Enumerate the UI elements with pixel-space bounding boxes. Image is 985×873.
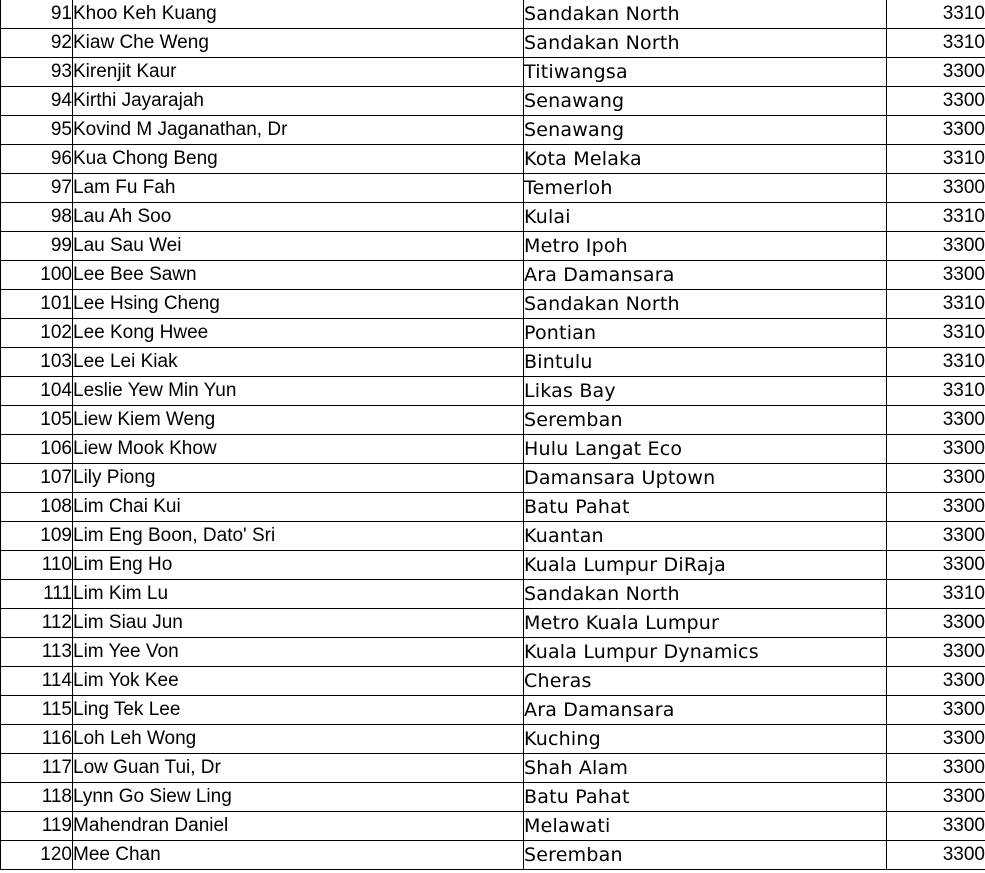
table-row[interactable] — [1, 754, 985, 783]
club-name-cell[interactable]: Sandakan North — [524, 290, 887, 319]
member-name-cell[interactable]: Lee Bee Sawn — [73, 261, 524, 290]
row-number-cell[interactable]: 120 — [1, 841, 73, 870]
club-name-cell[interactable]: Seremban — [524, 406, 887, 435]
district-code-cell[interactable]: 3310 — [887, 580, 985, 609]
club-name-cell[interactable]: Metro Ipoh — [524, 232, 887, 261]
table-row[interactable] — [1, 609, 985, 638]
row-number-cell[interactable]: 97 — [1, 174, 73, 203]
club-name-cell[interactable]: Temerloh — [524, 174, 887, 203]
district-code-cell[interactable]: 3300 — [887, 174, 985, 203]
row-number-cell[interactable]: 113 — [1, 638, 73, 667]
club-name-cell[interactable]: Shah Alam — [524, 754, 887, 783]
club-name-cell[interactable]: Batu Pahat — [524, 783, 887, 812]
member-name-cell[interactable]: Lim Chai Kui — [73, 493, 524, 522]
club-name-cell[interactable]: Kulai — [524, 203, 887, 232]
table-row[interactable] — [1, 551, 985, 580]
table-body — [1, 0, 985, 870]
district-code-cell[interactable]: 3300 — [887, 638, 985, 667]
district-code-cell[interactable]: 3310 — [887, 145, 985, 174]
row-number-cell[interactable]: 94 — [1, 87, 73, 116]
club-name-cell[interactable]: Batu Pahat — [524, 493, 887, 522]
row-number-cell[interactable]: 101 — [1, 290, 73, 319]
member-name-cell[interactable]: Liew Mook Khow — [73, 435, 524, 464]
table-row[interactable] — [1, 232, 985, 261]
table-row[interactable] — [1, 464, 985, 493]
member-name-cell[interactable]: Mahendran Daniel — [73, 812, 524, 841]
table-row[interactable] — [1, 696, 985, 725]
table-row[interactable] — [1, 377, 985, 406]
member-name-cell[interactable]: Liew Kiem Weng — [73, 406, 524, 435]
row-number-cell[interactable]: 119 — [1, 812, 73, 841]
club-name-cell[interactable]: Seremban — [524, 841, 887, 870]
row-number-cell[interactable]: 92 — [1, 29, 73, 58]
row-number-cell[interactable]: 98 — [1, 203, 73, 232]
table-row[interactable] — [1, 145, 985, 174]
row-number-cell[interactable]: 114 — [1, 667, 73, 696]
club-name-cell[interactable]: Kuala Lumpur DiRaja — [524, 551, 887, 580]
member-name-cell[interactable]: Low Guan Tui, Dr — [73, 754, 524, 783]
member-name-cell[interactable]: Lim Yok Kee — [73, 667, 524, 696]
row-number-cell[interactable]: 91 — [1, 0, 73, 29]
table-row[interactable] — [1, 667, 985, 696]
row-number-cell[interactable]: 93 — [1, 58, 73, 87]
row-number-cell[interactable]: 108 — [1, 493, 73, 522]
row-number-cell[interactable]: 115 — [1, 696, 73, 725]
district-code-cell[interactable]: 3300 — [887, 87, 985, 116]
table-row[interactable] — [1, 812, 985, 841]
club-name-cell[interactable]: Hulu Langat Eco — [524, 435, 887, 464]
district-code-cell[interactable]: 3300 — [887, 58, 985, 87]
district-code-cell[interactable]: 3310 — [887, 203, 985, 232]
row-number-cell[interactable]: 103 — [1, 348, 73, 377]
table-row[interactable] — [1, 435, 985, 464]
member-name-cell[interactable]: Lee Kong Hwee — [73, 319, 524, 348]
table-row[interactable] — [1, 580, 985, 609]
club-name-cell[interactable]: Kuala Lumpur Dynamics — [524, 638, 887, 667]
table-row[interactable] — [1, 348, 985, 377]
member-name-cell[interactable]: Lim Eng Ho — [73, 551, 524, 580]
district-code-cell[interactable]: 3300 — [887, 551, 985, 580]
table-row[interactable] — [1, 725, 985, 754]
club-name-cell[interactable]: Ara Damansara — [524, 696, 887, 725]
table-row[interactable] — [1, 406, 985, 435]
row-number-cell[interactable]: 100 — [1, 261, 73, 290]
member-name-cell[interactable]: Kua Chong Beng — [73, 145, 524, 174]
club-name-cell[interactable]: Sandakan North — [524, 29, 887, 58]
member-name-cell[interactable]: Loh Leh Wong — [73, 725, 524, 754]
table-row[interactable] — [1, 783, 985, 812]
district-code-cell[interactable]: 3300 — [887, 812, 985, 841]
member-name-cell[interactable]: Mee Chan — [73, 841, 524, 870]
district-code-cell[interactable]: 3310 — [887, 319, 985, 348]
table-row[interactable] — [1, 841, 985, 870]
district-code-cell[interactable]: 3300 — [887, 232, 985, 261]
member-name-cell[interactable]: Lily Piong — [73, 464, 524, 493]
district-code-cell[interactable]: 3300 — [887, 261, 985, 290]
club-name-cell[interactable]: Pontian — [524, 319, 887, 348]
member-name-cell[interactable]: Lim Eng Boon, Dato' Sri — [73, 522, 524, 551]
row-number-cell[interactable]: 116 — [1, 725, 73, 754]
district-code-cell[interactable]: 3300 — [887, 667, 985, 696]
member-name-cell[interactable]: Lim Siau Jun — [73, 609, 524, 638]
member-name-cell[interactable]: Khoo Keh Kuang — [73, 0, 524, 29]
club-name-cell[interactable]: Sandakan North — [524, 580, 887, 609]
club-name-cell[interactable]: Kota Melaka — [524, 145, 887, 174]
club-name-cell[interactable]: Senawang — [524, 87, 887, 116]
club-name-cell[interactable]: Metro Kuala Lumpur — [524, 609, 887, 638]
district-code-cell[interactable]: 3310 — [887, 290, 985, 319]
club-name-cell[interactable]: Titiwangsa — [524, 58, 887, 87]
district-code-cell[interactable]: 3300 — [887, 116, 985, 145]
club-name-cell[interactable]: Likas Bay — [524, 377, 887, 406]
district-code-cell[interactable]: 3300 — [887, 493, 985, 522]
table-row[interactable] — [1, 290, 985, 319]
district-code-cell[interactable]: 3300 — [887, 406, 985, 435]
member-name-cell[interactable]: Lam Fu Fah — [73, 174, 524, 203]
member-name-cell[interactable]: Lynn Go Siew Ling — [73, 783, 524, 812]
table-row[interactable] — [1, 116, 985, 145]
member-name-cell[interactable]: Lee Hsing Cheng — [73, 290, 524, 319]
row-number-cell[interactable]: 105 — [1, 406, 73, 435]
table-row[interactable] — [1, 58, 985, 87]
district-code-cell[interactable]: 3300 — [887, 841, 985, 870]
table-row[interactable] — [1, 203, 985, 232]
row-number-cell[interactable]: 96 — [1, 145, 73, 174]
club-name-cell[interactable]: Damansara Uptown — [524, 464, 887, 493]
district-code-cell[interactable]: 3300 — [887, 783, 985, 812]
table-row[interactable] — [1, 29, 985, 58]
row-number-cell[interactable]: 111 — [1, 580, 73, 609]
member-name-cell[interactable]: Lim Yee Von — [73, 638, 524, 667]
row-number-cell[interactable]: 95 — [1, 116, 73, 145]
district-code-cell[interactable]: 3300 — [887, 522, 985, 551]
table-row[interactable] — [1, 174, 985, 203]
district-code-cell[interactable]: 3300 — [887, 696, 985, 725]
district-code-cell[interactable]: 3310 — [887, 0, 985, 29]
row-number-cell[interactable]: 104 — [1, 377, 73, 406]
member-name-cell[interactable]: Kovind M Jaganathan, Dr — [73, 116, 524, 145]
table-row[interactable] — [1, 522, 985, 551]
row-number-cell[interactable]: 117 — [1, 754, 73, 783]
table-row[interactable] — [1, 0, 985, 29]
row-number-cell[interactable]: 109 — [1, 522, 73, 551]
row-number-cell[interactable]: 99 — [1, 232, 73, 261]
club-name-cell[interactable]: Cheras — [524, 667, 887, 696]
table-row[interactable] — [1, 638, 985, 667]
table-row[interactable] — [1, 261, 985, 290]
member-name-cell[interactable]: Kirthi Jayarajah — [73, 87, 524, 116]
member-name-cell[interactable]: Ling Tek Lee — [73, 696, 524, 725]
row-number-cell[interactable]: 106 — [1, 435, 73, 464]
district-code-cell[interactable]: 3310 — [887, 29, 985, 58]
district-code-cell[interactable]: 3310 — [887, 377, 985, 406]
district-code-cell[interactable]: 3300 — [887, 754, 985, 783]
table-row[interactable] — [1, 319, 985, 348]
table-row[interactable] — [1, 493, 985, 522]
club-name-cell[interactable]: Ara Damansara — [524, 261, 887, 290]
member-name-cell[interactable]: Kirenjit Kaur — [73, 58, 524, 87]
member-name-cell[interactable]: Kiaw Che Weng — [73, 29, 524, 58]
district-code-cell[interactable]: 3300 — [887, 435, 985, 464]
member-name-cell[interactable]: Lee Lei Kiak — [73, 348, 524, 377]
club-name-cell[interactable]: Bintulu — [524, 348, 887, 377]
club-name-cell[interactable]: Kuching — [524, 725, 887, 754]
row-number-cell[interactable]: 102 — [1, 319, 73, 348]
row-number-cell[interactable]: 118 — [1, 783, 73, 812]
row-number-cell[interactable]: 107 — [1, 464, 73, 493]
club-name-cell[interactable]: Senawang — [524, 116, 887, 145]
row-number-cell[interactable]: 110 — [1, 551, 73, 580]
district-code-cell[interactable]: 3300 — [887, 464, 985, 493]
member-name-cell[interactable]: Lau Sau Wei — [73, 232, 524, 261]
district-code-cell[interactable]: 3310 — [887, 348, 985, 377]
district-code-cell[interactable]: 3300 — [887, 609, 985, 638]
member-name-cell[interactable]: Lau Ah Soo — [73, 203, 524, 232]
club-name-cell[interactable]: Melawati — [524, 812, 887, 841]
row-number-cell[interactable]: 112 — [1, 609, 73, 638]
table-row[interactable] — [1, 87, 985, 116]
member-name-cell[interactable]: Leslie Yew Min Yun — [73, 377, 524, 406]
district-code-cell[interactable]: 3300 — [887, 725, 985, 754]
club-name-cell[interactable]: Kuantan — [524, 522, 887, 551]
club-name-cell[interactable]: Sandakan North — [524, 0, 887, 29]
member-name-cell[interactable]: Lim Kim Lu — [73, 580, 524, 609]
